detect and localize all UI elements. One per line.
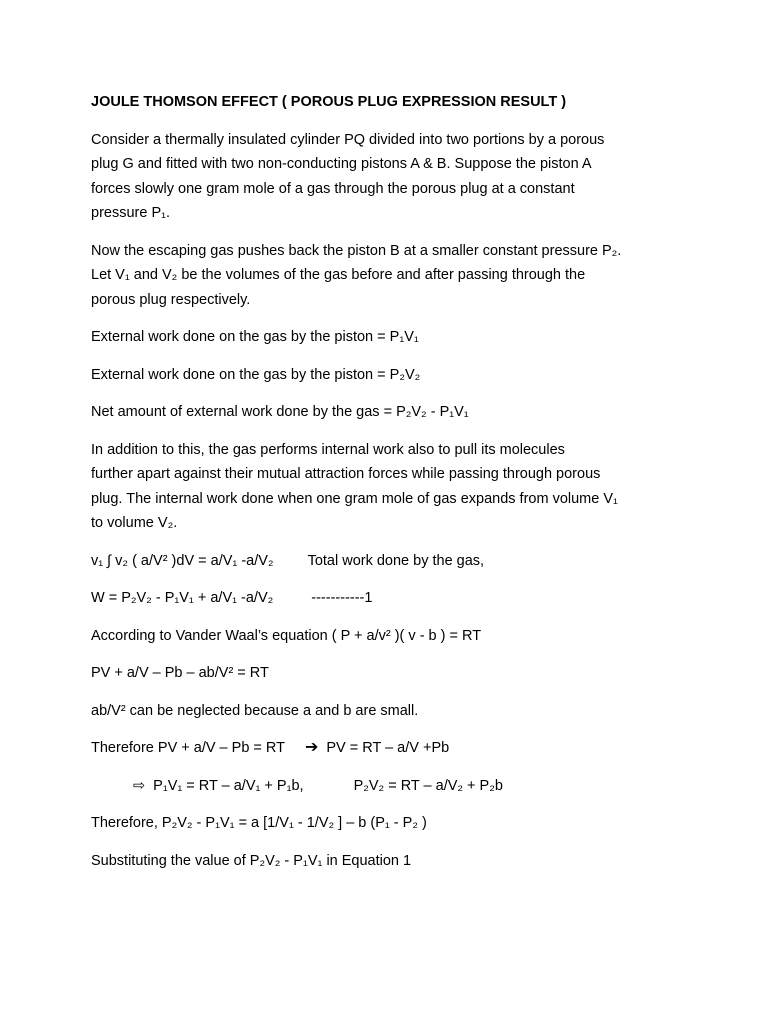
therefore-line-1	[91, 736, 691, 761]
substitution-left: P₁V₁ = RT – a/V₁ + P₁b,	[153, 777, 304, 794]
integral-expression: v₁ ∫ v₂ ( a/V² )dV = a/V₁ -a/V₂	[91, 552, 274, 569]
text-line: pressure P₁.	[91, 205, 171, 221]
net-external-work: Net amount of external work done by the gas = P₂V₂ - P₁V₁	[91, 404, 469, 420]
substitution-line	[91, 774, 691, 799]
substitution-right: P₂V₂ = RT – a/V₂ + P₂b	[353, 777, 503, 794]
document-page	[91, 90, 691, 886]
text-line: forces slowly one gram mole of a gas through the porous plug at a constant	[91, 180, 575, 197]
document-heading: JOULE THOMSON EFFECT ( POROUS PLUG EXPRESSION RESULT )	[91, 94, 567, 110]
total-work-label: Total work done by the gas,	[307, 552, 485, 569]
external-work-2: External work done on the gas by the piston = P₂V₂	[91, 366, 421, 383]
paragraph-internal-work	[91, 438, 691, 536]
text-line: plug. The internal work done when one gram mole of gas expands from volume V₁	[91, 490, 618, 507]
therefore-right: PV = RT – a/V +Pb	[326, 740, 450, 756]
therefore-line-2: Therefore, P₂V₂ - P₁V₁ = a [1/V₁ - 1/V₂ ] – b (P₁ - P₂ )	[91, 815, 427, 831]
text-line: Consider a thermally insulated cylinder PQ divided into two portions by a porous	[91, 131, 605, 148]
text-line: plug G and fitted with two non-conducting pistons A & B. Suppose the piston A	[91, 156, 592, 172]
text-line: Now the escaping gas pushes back the piston B at a smaller constant pressure P₂.	[91, 242, 622, 259]
bold-arrow-icon: ➔	[304, 739, 319, 756]
text-line: further apart against their mutual attraction forces while passing through porous	[91, 466, 601, 482]
paragraph-cylinder	[91, 128, 691, 226]
paragraph-escaping-gas	[91, 239, 691, 313]
integral-line	[91, 549, 691, 574]
work-equation: W = P₂V₂ - P₁V₁ + a/V₁ -a/V₂	[91, 590, 274, 606]
text-line: Let V₁ and V₂ be the volumes of the gas before and after passing through the	[91, 267, 586, 283]
text-line: to volume V₂.	[91, 515, 178, 531]
substituting-line: Substituting the value of P₂V₂ - P₁V₁ in Equation 1	[91, 852, 412, 869]
external-work-1: External work done on the gas by the piston = P₁V₁	[91, 329, 419, 345]
text-line: In addition to this, the gas performs internal work also to pull its molecules	[91, 441, 565, 458]
therefore-left: Therefore PV + a/V – Pb = RT	[91, 740, 285, 756]
vander-waal-equation: According to Vander Waal’s equation ( P + a/v² )( v - b ) = RT	[91, 627, 482, 644]
work-equation-line	[91, 586, 691, 611]
expanded-equation: PV + a/V – Pb – ab/V² = RT	[91, 665, 269, 681]
equation-1-marker: -----------1	[311, 590, 373, 606]
text-line: porous plug respectively.	[91, 291, 251, 308]
outline-arrow-icon: ⇨	[133, 777, 146, 794]
neglect-note: ab/V² can be neglected because a and b are small.	[91, 702, 419, 719]
